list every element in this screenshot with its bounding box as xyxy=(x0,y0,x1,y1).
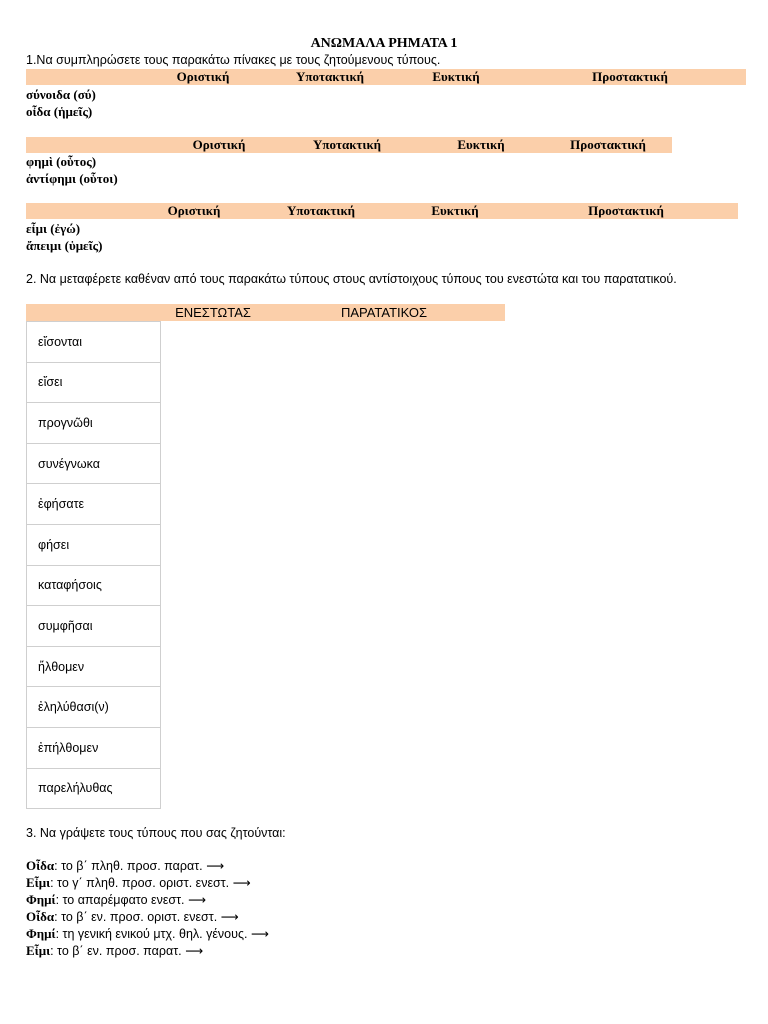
table2-header xyxy=(26,137,672,153)
table-row xyxy=(27,443,161,484)
table1-header xyxy=(26,69,746,85)
table-row xyxy=(27,484,161,525)
table2-col-oristiki: Οριστική xyxy=(192,137,246,152)
form-cell: φήσει xyxy=(27,524,161,565)
form-cell: ἐφήσατε xyxy=(27,484,161,525)
form-cell: προγνῶθι xyxy=(27,403,161,444)
q3-task xyxy=(26,858,224,874)
form-cell: ἐληλύθασι(ν) xyxy=(27,687,161,728)
table1-row-1: σύνοιδα (σύ) xyxy=(26,87,96,102)
form-cell: ἤλθομεν xyxy=(27,646,161,687)
task-verb: Εἶμι xyxy=(26,875,51,890)
q2-col-paratatikos: ΠΑΡΑΤΑΤΙΚΟΣ xyxy=(340,305,428,320)
table1-col-oristiki: Οριστική xyxy=(176,69,230,84)
form-cell: καταφήσοις xyxy=(27,565,161,606)
table2-col-eyktiki: Ευκτική xyxy=(457,137,505,152)
table1-col-eyktiki: Ευκτική xyxy=(432,69,480,84)
form-cell: συνέγνωκα xyxy=(27,443,161,484)
q3-task xyxy=(26,943,203,959)
table-row xyxy=(27,403,161,444)
q3-task xyxy=(26,892,206,908)
table3-col-oristiki: Οριστική xyxy=(167,203,221,218)
task-verb: Φημί xyxy=(26,892,56,907)
table1-row-2: οἶδα (ἡμεῖς) xyxy=(26,104,93,119)
table-row xyxy=(27,524,161,565)
task-description: : το β΄ εν. προσ. παρατ. ⟶ xyxy=(50,944,203,958)
q2-table-header xyxy=(26,304,505,321)
q2-instruction: 2. Να μεταφέρετε καθέναν από τους παρακάτω τύπους στους αντίστοιχους τύπους του ενεστώτα και του παρατατικού. xyxy=(26,272,677,286)
task-description: : το γ΄ πληθ. προσ. οριστ. ενεστ. ⟶ xyxy=(50,876,251,890)
form-cell: συμφῆσαι xyxy=(27,606,161,647)
page-title: ΑΝΩΜΑΛΑ ΡΗΜΑΤΑ 1 xyxy=(310,36,458,51)
form-cell: εἴσονται xyxy=(27,322,161,363)
form-cell: ἐπήλθομεν xyxy=(27,727,161,768)
table-row xyxy=(27,646,161,687)
table-row xyxy=(27,565,161,606)
task-description: : τη γενική ενικού μτχ. θηλ. γένους. ⟶ xyxy=(55,927,269,941)
table2-col-prostaktiki: Προστακτική xyxy=(570,137,646,152)
q3-instruction: 3. Να γράψετε τους τύπους που σας ζητούνται: xyxy=(26,826,286,840)
table1-col-prostaktiki: Προστακτική xyxy=(592,69,668,84)
q1-instruction: 1.Να συμπληρώσετε τους παρακάτω πίνακες με τους ζητούμενους τύπους. xyxy=(26,53,441,67)
task-verb: Οἶδα xyxy=(26,858,55,873)
table-row xyxy=(27,362,161,403)
task-description: : το β΄ πληθ. προσ. παρατ. ⟶ xyxy=(54,859,224,873)
table-row xyxy=(27,687,161,728)
task-verb: Οἶδα xyxy=(26,909,55,924)
form-cell: εἴσει xyxy=(27,362,161,403)
table3-col-ypotaktiki: Υποτακτική xyxy=(286,203,356,218)
table-row xyxy=(27,727,161,768)
q2-forms-table xyxy=(26,321,161,809)
table2-col-ypotaktiki: Υποτακτική xyxy=(312,137,382,152)
table3-col-eyktiki: Ευκτική xyxy=(431,203,479,218)
task-description: : το β΄ εν. προσ. οριστ. ενεστ. ⟶ xyxy=(54,910,239,924)
table1-col-ypotaktiki: Υποτακτική xyxy=(295,69,365,84)
q3-task xyxy=(26,875,251,891)
table-row xyxy=(27,322,161,363)
form-cell: παρελήλυθας xyxy=(27,768,161,809)
task-description: : το απαρέμφατο ενεστ. ⟶ xyxy=(55,893,206,907)
table3-header xyxy=(26,203,738,219)
task-verb: Εἶμι xyxy=(26,943,51,958)
table2-row-2: ἀντίφημι (οὗτοι) xyxy=(26,171,118,186)
table2-row-1: φημὶ (οὗτος) xyxy=(26,154,97,169)
q2-col-enestotas: ΕΝΕΣΤΩΤΑΣ xyxy=(175,305,251,320)
q3-task xyxy=(26,909,239,925)
table3-row-1: εἶμι (ἐγώ) xyxy=(26,221,81,236)
table3-col-prostaktiki: Προστακτική xyxy=(588,203,664,218)
table-row xyxy=(27,606,161,647)
table3-row-2: ἄπειμι (ὑμεῖς) xyxy=(26,238,103,253)
table-row xyxy=(27,768,161,809)
task-verb: Φημί xyxy=(26,926,56,941)
q3-task xyxy=(26,926,269,942)
